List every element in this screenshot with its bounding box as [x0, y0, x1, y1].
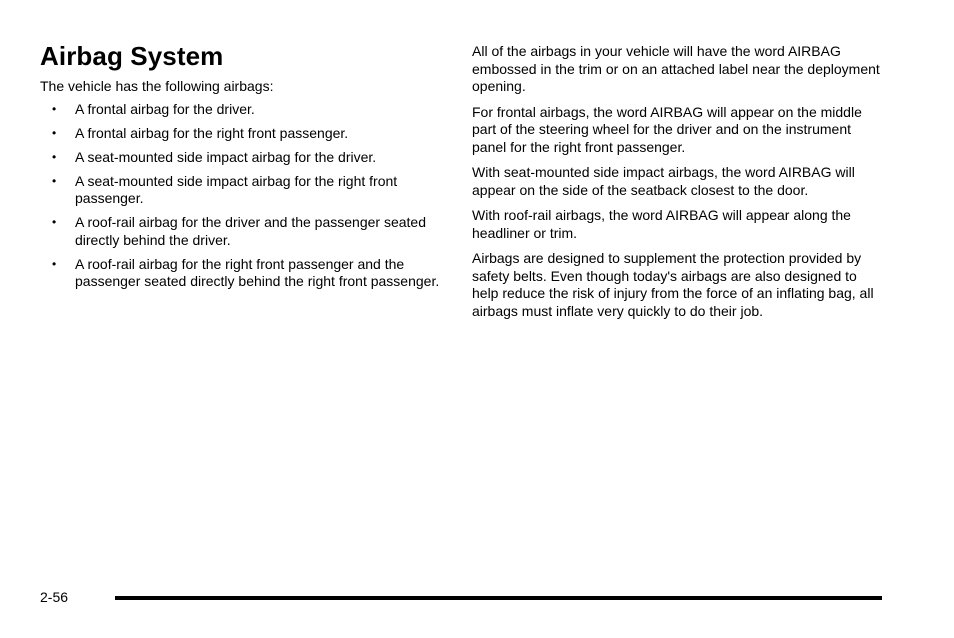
list-item — [40, 256, 445, 291]
paragraph-airbag-label: All of the airbags in your vehicle will have the word AIRBAG embossed in the trim or on an attached label near the deployment opening. — [472, 43, 880, 94]
footer-divider — [115, 596, 882, 600]
list-item — [40, 214, 445, 249]
list-item-text: A roof-rail airbag for the driver and the passenger seated directly behind the driver. — [75, 214, 426, 248]
right-column — [472, 43, 882, 328]
bullet-icon: • — [52, 149, 57, 164]
bullet-icon: • — [52, 173, 57, 188]
paragraph-roof-rail-airbags: With roof-rail airbags, the word AIRBAG will appear along the headliner or trim. — [472, 207, 851, 241]
list-item — [40, 125, 445, 143]
list-item — [40, 149, 445, 167]
bullet-icon: • — [52, 215, 57, 229]
list-item-text: A frontal airbag for the driver. — [75, 100, 255, 117]
section-title: Airbag System — [40, 41, 224, 71]
left-column — [40, 40, 445, 297]
list-item-text: A frontal airbag for the right front passenger. — [75, 124, 349, 141]
list-item-text: A roof-rail airbag for the right front passenger and the passenger seated directly behind the right front passenger. — [75, 255, 440, 289]
list-item — [40, 173, 445, 208]
page-number: 2-56 — [40, 589, 69, 605]
paragraph-side-impact-airbags: With seat-mounted side impact airbags, the word AIRBAG will appear on the side of the seatback closest to the door. — [472, 164, 855, 198]
bullet-icon: • — [52, 101, 57, 116]
list-item-text: A seat-mounted side impact airbag for the driver. — [75, 148, 377, 165]
paragraph-frontal-airbags: For frontal airbags, the word AIRBAG will appear on the middle part of the steering wheel for the driver and on the instrument panel for the right front passenger. — [472, 103, 862, 155]
bullet-icon: • — [52, 125, 57, 140]
bullet-icon: • — [52, 256, 57, 271]
list-item-text: A seat-mounted side impact airbag for the right front passenger. — [75, 172, 398, 206]
intro-text: The vehicle has the following airbags: — [40, 78, 274, 94]
list-item — [40, 101, 445, 119]
airbag-list — [40, 101, 445, 291]
paragraph-airbag-purpose: Airbags are designed to supplement the protection provided by safety belts. Even though today's airbags are also designed to help reduce the risk of injury from the force of an inflating bag, all airbags must inflate very quickly to do their job. — [472, 250, 874, 319]
